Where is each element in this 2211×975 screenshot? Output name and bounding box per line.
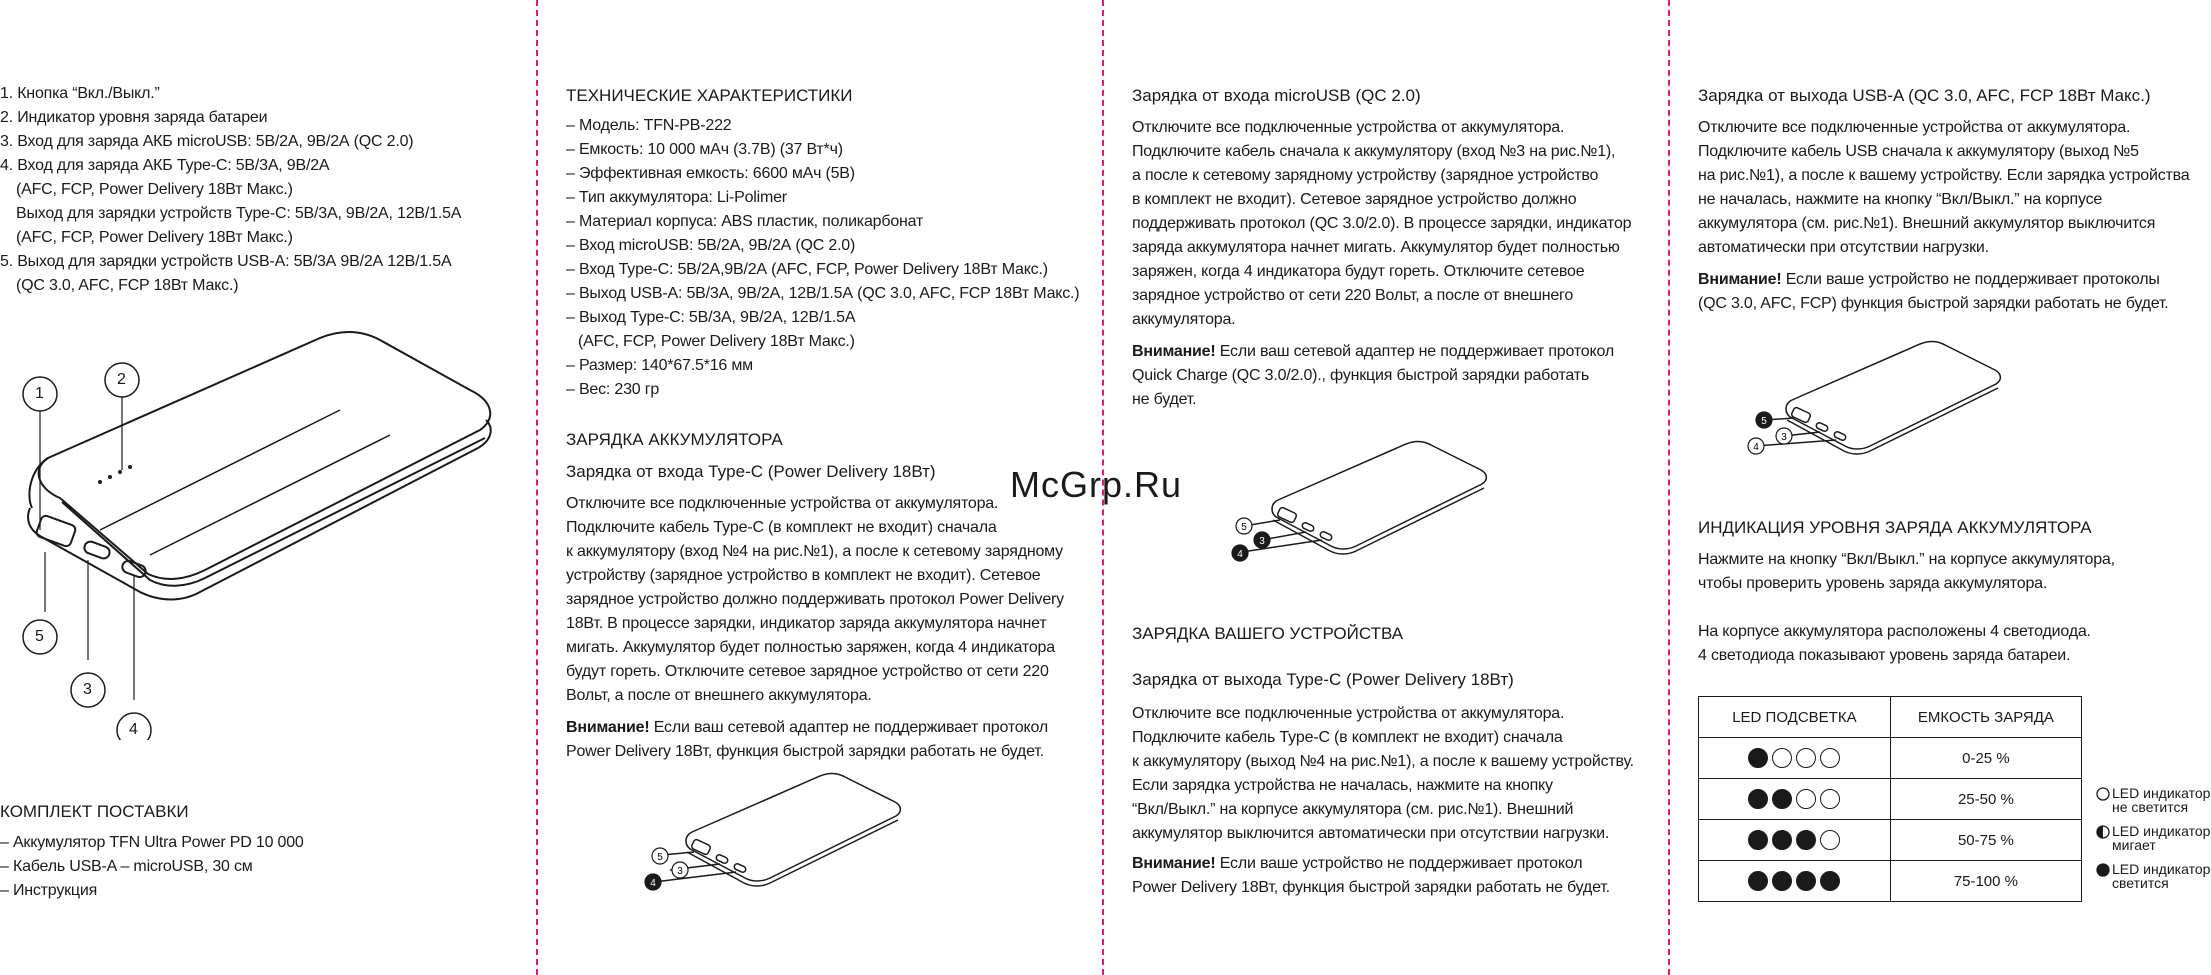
spec-line: – Вход microUSB: 5В/2А, 9В/2А (QC 2.0) xyxy=(566,237,856,254)
led-on-icon xyxy=(1772,789,1792,809)
body-line: заряжен, когда 4 индикатора будут гореть. Отключите сетевое xyxy=(1132,263,1585,280)
fig-callout-5: 5 xyxy=(1241,522,1247,533)
charging-title: ЗАРЯДКА АККУМУЛЯТОРА xyxy=(566,430,783,449)
legend-line-1: LED индикатор xyxy=(2112,861,2211,877)
body-line: “Вкл/Выкл.” на корпусе аккумулятора (см. рис.№1). Внешний xyxy=(1132,801,1574,818)
fig-callout-5: 5 xyxy=(1761,416,1767,427)
legend-line-2: мигает xyxy=(2112,837,2156,853)
parts-list xyxy=(0,82,461,298)
indication-body-2 xyxy=(1698,620,2091,668)
warning-text: Если ваше устройство не поддерживает протокол xyxy=(1215,855,1583,872)
warning-text: Если ваше устройство не поддерживает протоколы xyxy=(1781,271,2160,288)
table-row xyxy=(1699,779,2082,820)
fig-callout-4: 4 xyxy=(1237,549,1243,560)
spec-title: ТЕХНИЧЕСКИЕ ХАРАКТЕРИСТИКИ xyxy=(566,86,853,105)
watermark: McGrp.Ru xyxy=(1010,464,1183,505)
body-line: будут гореть. Отключите сетевое зарядное устройство от сети 220 xyxy=(566,663,1049,680)
callout-label-4: 4 xyxy=(129,721,138,738)
warning-text: Power Delivery 18Вт, функция быстрой зарядки работать не будет. xyxy=(1132,879,1610,896)
body-line: Если зарядка устройства не началась, нажмите на кнопку xyxy=(1132,777,1553,794)
spec-list xyxy=(566,114,1079,402)
parts-line: 2. Индикатор уровня заряда батареи xyxy=(0,109,268,126)
led-on-icon xyxy=(1748,830,1768,850)
spec-line: – Емкость: 10 000 мАч (3.7В) (37 Вт*ч) xyxy=(566,141,843,158)
table-row xyxy=(1699,738,2082,779)
typec-out-warning xyxy=(1132,852,1610,900)
body-line: 18Вт. В процессе зарядки, индикатор заряда аккумулятора начнет xyxy=(566,615,1047,632)
led-off-icon xyxy=(1796,748,1816,768)
typec-out-title: Зарядка от выхода Type-C (Power Delivery 18Вт) xyxy=(1132,670,1514,689)
body-line: заряда аккумулятора начнет мигать. Аккумулятор будет полностью xyxy=(1132,239,1620,256)
kit-item: – Инструкция xyxy=(0,882,98,899)
body-line: автоматически при отсутствии нагрузки. xyxy=(1698,239,1989,256)
capacity-cell: 25-50 % xyxy=(1890,779,2081,820)
body-line: аккумулятора (см. рис.№1). Внешний аккумулятор выключится xyxy=(1698,215,2156,232)
spec-line: – Размер: 140*67.5*16 мм xyxy=(566,357,753,374)
led-off-icon xyxy=(1820,748,1840,768)
capacity-cell: 75-100 % xyxy=(1890,861,2081,902)
legend-line-2: светится xyxy=(2112,875,2169,891)
warning-text: Если ваш сетевой адаптер не поддерживает протокол xyxy=(649,719,1048,736)
legend-line-1: LED индикатор xyxy=(2112,823,2211,839)
fold-line-3 xyxy=(1668,0,1670,975)
parts-line: 1. Кнопка “Вкл./Выкл.” xyxy=(0,85,160,102)
fig-callout-5: 5 xyxy=(657,852,663,863)
fig-callout-3: 3 xyxy=(1781,432,1787,443)
table-row xyxy=(1699,861,2082,902)
micro-body xyxy=(1132,116,1631,332)
body-line: аккумулятора. xyxy=(1132,311,1236,328)
warning-text: Power Delivery 18Вт, функция быстрой зарядки работать не будет. xyxy=(566,743,1044,760)
powerbank-small-illustration xyxy=(640,770,910,895)
spec-line: – Модель: TFN-PB-222 xyxy=(566,117,732,134)
led-off-icon xyxy=(2096,787,2110,801)
indication-title: ИНДИКАЦИЯ УРОВНЯ ЗАРЯДА АККУМУЛЯТОРА xyxy=(1698,518,2092,537)
spec-line: – Вход Type-C: 5В/2А,9В/2А (AFC, FCP, Power Delivery 18Вт Макс.) xyxy=(566,261,1048,278)
led-on-icon xyxy=(1796,830,1816,850)
body-line: Подключите кабель сначала к аккумулятору (вход №3 на рис.№1), xyxy=(1132,143,1616,160)
fig-callout-4: 4 xyxy=(1753,442,1759,453)
body-line: Подключите кабель USB сначала к аккумулятору (выход №5 xyxy=(1698,143,2139,160)
parts-line: Выход для зарядки устройств Type-C: 5В/3А, 9В/2А, 12В/1.5А xyxy=(16,205,462,222)
led-dots xyxy=(98,465,132,484)
spec-line: – Эффективная емкость: 6600 мАч (5В) xyxy=(566,165,855,182)
table-row xyxy=(1699,820,2082,861)
typec-in-warning xyxy=(566,716,1048,764)
led-on-icon xyxy=(1748,871,1768,891)
led-on-icon xyxy=(1796,871,1816,891)
warning-label: Внимание! xyxy=(566,719,650,736)
body-line: мигать. Аккумулятор будет полностью заряжен, когда 4 индикатора xyxy=(566,639,1055,656)
warning-text: Если ваш сетевой адаптер не поддерживает протокол xyxy=(1215,343,1614,360)
callout-label-5: 5 xyxy=(35,628,44,645)
body-line: устройству (зарядное устройство в комплект не входит). Сетевое xyxy=(566,567,1041,584)
body-line: Отключите все подключенные устройства от аккумулятора. xyxy=(1132,119,1565,136)
kit-title: КОМПЛЕКТ ПОСТАВКИ xyxy=(0,802,189,821)
body-line: поддерживать протокол (QC 3.0/2.0). В процессе зарядки, индикатор xyxy=(1132,215,1632,232)
fig-callout-4: 4 xyxy=(650,878,656,889)
callout-label-1: 1 xyxy=(35,385,44,402)
body-line: Подключите кабель Type-C (в комплект не входит) сначала xyxy=(566,519,997,536)
body-line: Отключите все подключенные устройства от аккумулятора. xyxy=(566,495,999,512)
usba-title: Зарядка от выхода USB-A (QC 3.0, AFC, FCP 18Вт Макс.) xyxy=(1698,86,2151,105)
parts-line: 4. Вход для заряда АКБ Type-C: 5В/3А, 9В/2А xyxy=(0,157,330,174)
led-off-icon xyxy=(1820,830,1840,850)
spec-line: – Выход USB-A: 5В/3А, 9В/2А, 12В/1.5А (QC 3.0, AFC, FCP 18Вт Макс.) xyxy=(566,285,1080,302)
legend-line-1: LED индикатор xyxy=(2112,785,2211,801)
kit-item: – Кабель USB-A – microUSB, 30 см xyxy=(0,858,253,875)
led-off-icon xyxy=(1820,789,1840,809)
spec-line: (AFC, FCP, Power Delivery 18Вт Макс.) xyxy=(578,333,855,350)
spec-line: – Вес: 230 гр xyxy=(566,381,660,398)
header-led: LED ПОДСВЕТКА xyxy=(1699,697,1891,738)
led-dots-cell xyxy=(1699,738,1891,779)
powerbank-small-illustration xyxy=(1226,438,1496,563)
led-table-header xyxy=(1699,697,2082,738)
body-line: аккумулятор выключится автоматически при отсутствии нагрузки. xyxy=(1132,825,1610,842)
body-line: а после к сетевому зарядному устройству (зарядное устройство xyxy=(1132,167,1599,184)
header-capacity: ЕМКОСТЬ ЗАРЯДА xyxy=(1890,697,2081,738)
warning-label: Внимание! xyxy=(1698,271,1782,288)
warning-text: Quick Charge (QC 3.0/2.0)., функция быстрой зарядки работать xyxy=(1132,367,1590,384)
micro-title: Зарядка от входа microUSB (QC 2.0) xyxy=(1132,86,1421,105)
body-line: на рис.№1), а после к вашему устройству. Если зарядка устройства xyxy=(1698,167,2190,184)
led-on-icon xyxy=(1772,871,1792,891)
body-line: Отключите все подключенные устройства от аккумулятора. xyxy=(1698,119,2131,136)
body-line: зарядное устройство от сети 220 Вольт, а после от внешнего xyxy=(1132,287,1574,304)
typec-in-title: Зарядка от входа Type-C (Power Delivery 18Вт) xyxy=(566,462,936,481)
led-blink-icon xyxy=(2096,825,2110,839)
led-legend xyxy=(2096,786,2211,906)
body-line: зарядное устройство должно поддерживать протокол Power Delivery xyxy=(566,591,1064,608)
parts-line: 5. Выход для зарядки устройств USB-A: 5В/3А 9В/2А 12В/1.5А xyxy=(0,253,452,270)
fold-line-1 xyxy=(536,0,538,975)
led-dots-cell xyxy=(1699,779,1891,820)
kit-list xyxy=(0,831,304,903)
callout-label-2: 2 xyxy=(117,371,126,388)
typec-out-body xyxy=(1132,702,1634,846)
body-line: не началась, нажмите на кнопку “Вкл/Выкл.” на корпусе xyxy=(1698,191,2103,208)
warning-text: (QC 3.0, AFC, FCP) функция быстрой зарядки работать не будет. xyxy=(1698,295,2169,312)
usba-warning xyxy=(1698,268,2169,316)
parts-line: (AFC, FCP, Power Delivery 18Вт Макс.) xyxy=(16,181,293,198)
body-line: в комплект не входит). Сетевое зарядное устройство должно xyxy=(1132,191,1577,208)
led-on-icon xyxy=(1748,748,1768,768)
spec-line: – Выход Type-C: 5В/3А, 9В/2А, 12В/1.5А xyxy=(566,309,856,326)
powerbank-small-illustration xyxy=(1740,338,2010,463)
device-title: ЗАРЯДКА ВАШЕГО УСТРОЙСТВА xyxy=(1132,624,1404,643)
kit-item: – Аккумулятор TFN Ultra Power PD 10 000 xyxy=(0,834,304,851)
warning-label: Внимание! xyxy=(1132,343,1216,360)
led-on-icon xyxy=(1820,871,1840,891)
parts-line: (QC 3.0, AFC, FCP 18Вт Макс.) xyxy=(16,277,239,294)
indication-body xyxy=(1698,548,2115,596)
led-on-icon xyxy=(1748,789,1768,809)
typec-in-body xyxy=(566,492,1064,708)
body-line: На корпусе аккумулятора расположены 4 светодиода. xyxy=(1698,623,2091,640)
capacity-cell: 0-25 % xyxy=(1890,738,2081,779)
warning-label: Внимание! xyxy=(1132,855,1216,872)
led-on-icon xyxy=(1772,830,1792,850)
body-line: 4 светодиода показывают уровень заряда батареи. xyxy=(1698,647,2071,664)
legend-line-2: не светится xyxy=(2112,799,2189,815)
body-line: к аккумулятору (вход №4 на рис.№1), а после к сетевому зарядному xyxy=(566,543,1063,560)
parts-line: 3. Вход для заряда АКБ microUSB: 5В/2А, 9В/2А (QC 2.0) xyxy=(0,133,414,150)
led-dots-cell xyxy=(1699,820,1891,861)
capacity-cell: 50-75 % xyxy=(1890,820,2081,861)
led-on-icon xyxy=(2096,863,2110,877)
powerbank-main-illustration xyxy=(0,330,520,740)
led-off-icon xyxy=(1796,789,1816,809)
parts-line: (AFC, FCP, Power Delivery 18Вт Макс.) xyxy=(16,229,293,246)
body-line: чтобы проверить уровень заряда аккумулятора. xyxy=(1698,575,2048,592)
led-off-icon xyxy=(1772,748,1792,768)
micro-warning xyxy=(1132,340,1614,412)
callout-label-3: 3 xyxy=(83,681,92,698)
led-dots-cell xyxy=(1699,861,1891,902)
spec-line: – Материал корпуса: ABS пластик, поликарбонат xyxy=(566,213,924,230)
body-line: к аккумулятору (выход №4 на рис.№1), а после к вашему устройству. xyxy=(1132,753,1634,770)
usba-body xyxy=(1698,116,2190,260)
fig-callout-3: 3 xyxy=(1259,536,1265,547)
body-line: Подключите кабель Type-C (в комплект не входит) сначала xyxy=(1132,729,1563,746)
fig-callout-3: 3 xyxy=(677,866,683,877)
spec-line: – Тип аккумулятора: Li-Polimer xyxy=(566,189,787,206)
body-line: Нажмите на кнопку “Вкл/Выкл.” на корпусе аккумулятора, xyxy=(1698,551,2115,568)
led-table xyxy=(1698,696,2082,902)
warning-text: не будет. xyxy=(1132,391,1197,408)
body-line: Отключите все подключенные устройства от аккумулятора. xyxy=(1132,705,1565,722)
body-line: Вольт, а после от внешнего аккумулятора. xyxy=(566,687,872,704)
